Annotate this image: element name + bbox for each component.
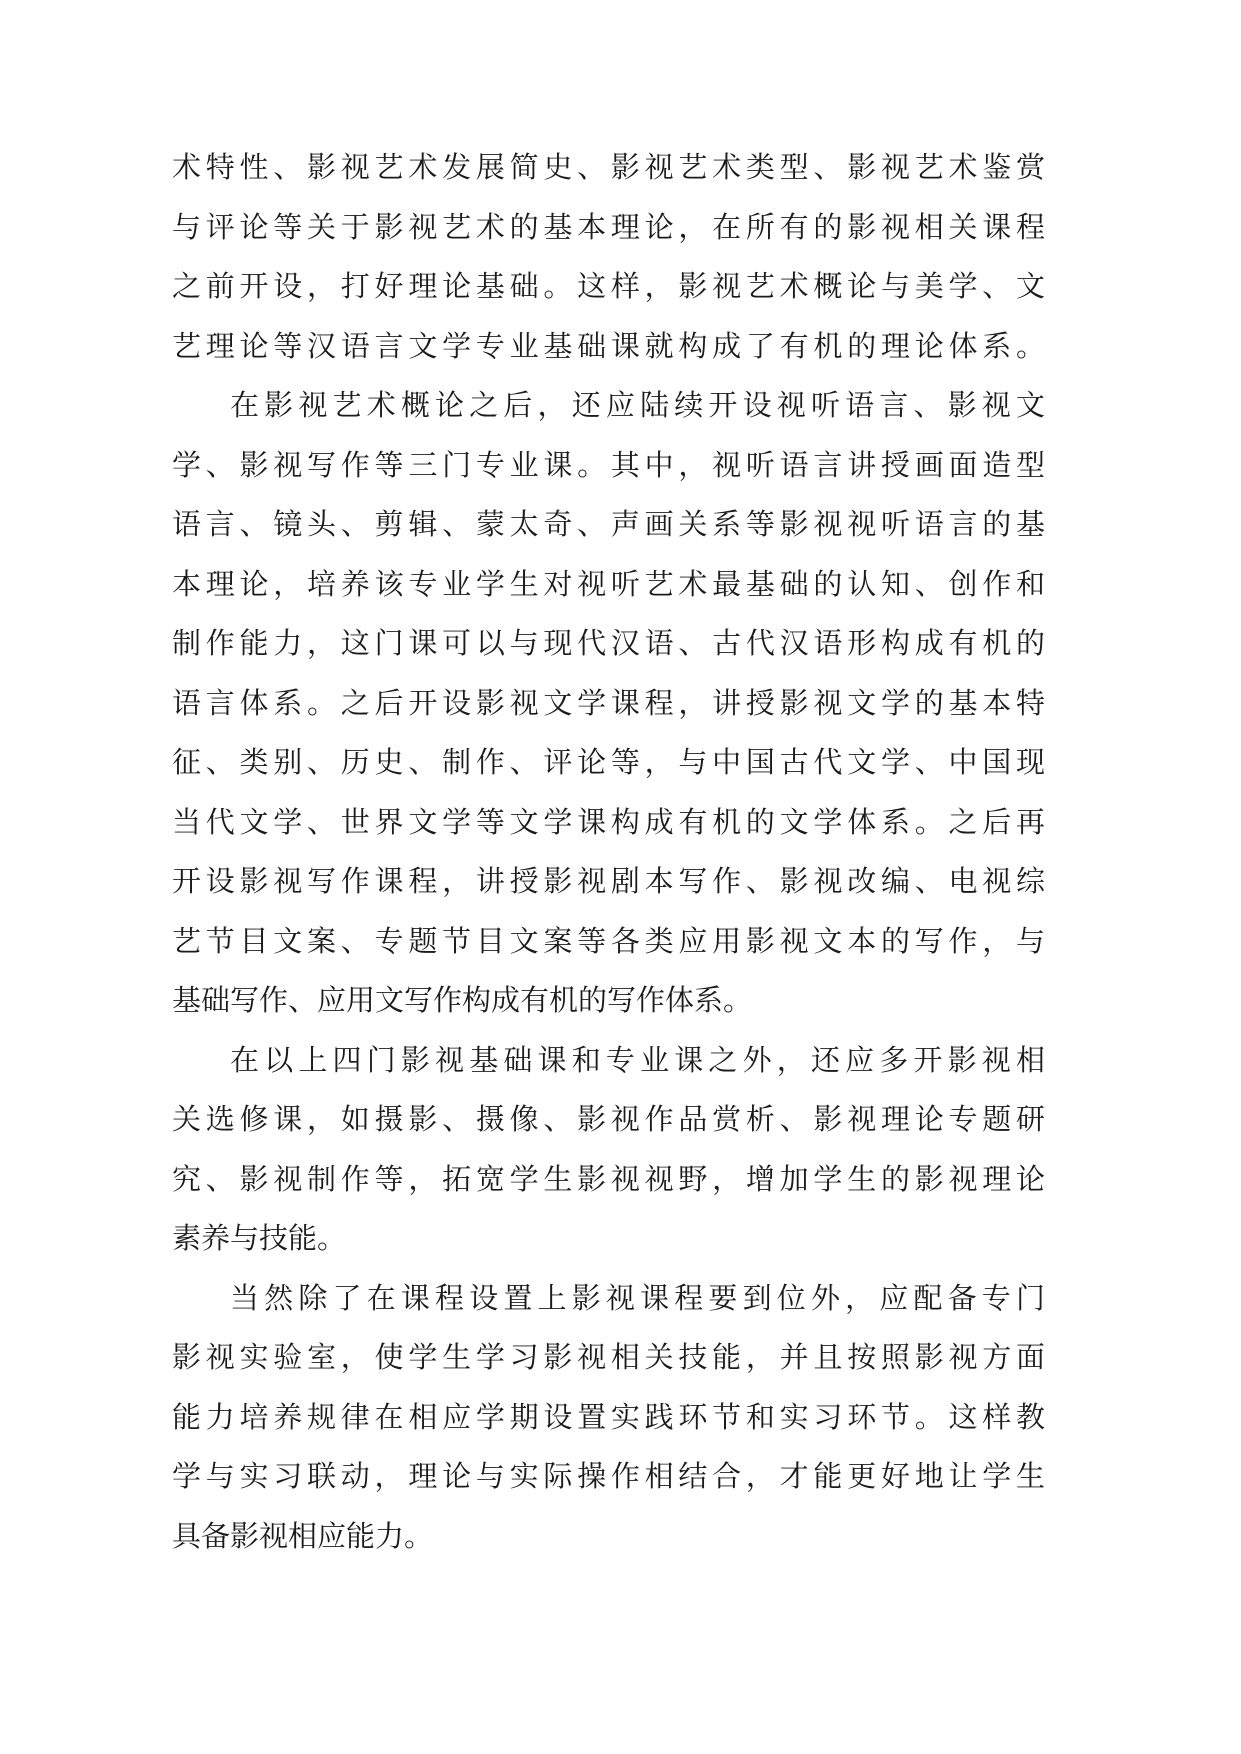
text-line: 征、类别、历史、制作、评论等，与中国古代文学、中国现 xyxy=(172,745,1045,779)
paragraph-1 xyxy=(172,138,1045,376)
paragraph-2 xyxy=(172,376,1045,1031)
text-line: 影视实验室，使学生学习影视相关技能，并且按照影视方面 xyxy=(172,1340,1045,1374)
text-line: 素养与技能。 xyxy=(172,1221,347,1255)
text-line: 语言体系。之后开设影视文学课程，讲授影视文学的基本特 xyxy=(172,685,1045,720)
text-line: 究、影视制作等，拓宽学生影视视野，增加学生的影视理论 xyxy=(172,1161,1045,1196)
text-line: 基础写作、应用文写作构成有机的写作体系。 xyxy=(172,983,753,1017)
text-line: 制作能力，这门课可以与现代汉语、古代汉语形构成有机的 xyxy=(172,626,1045,660)
text-line: 艺节目文案、专题节目文案等各类应用影视文本的写作，与 xyxy=(172,923,1045,958)
text-line: 具备影视相应能力。 xyxy=(172,1518,434,1553)
text-line: 当代文学、世界文学等文学课构成有机的文学体系。之后再 xyxy=(172,804,1045,839)
text-line: 与评论等关于影视艺术的基本理论，在所有的影视相关课程 xyxy=(172,209,1045,244)
paragraph-3 xyxy=(172,1031,1045,1269)
text-line: 能力培养规律在相应学期设置实践环节和实习环节。这样教 xyxy=(172,1399,1045,1434)
paragraph-4 xyxy=(172,1269,1045,1567)
text-line: 本理论，培养该专业学生对视听艺术最基础的认知、创作和 xyxy=(172,566,1045,601)
text-line: 之前开设，打好理论基础。这样，影视艺术概论与美学、文 xyxy=(172,269,1045,303)
text-line: 学、影视写作等三门专业课。其中，视听语言讲授画面造型 xyxy=(172,447,1045,482)
text-line: 学与实习联动，理论与实际操作相结合，才能更好地让学生 xyxy=(172,1459,1045,1493)
text-line: 在以上四门影视基础课和专业课之外，还应多开影视相 xyxy=(230,1042,1045,1077)
text-line: 语言、镜头、剪辑、蒙太奇、声画关系等影视视听语言的基 xyxy=(172,507,1045,541)
text-line: 术特性、影视艺术发展简史、影视艺术类型、影视艺术鉴赏 xyxy=(172,150,1045,184)
text-line: 关选修课，如摄影、摄像、影视作品赏析、影视理论专题研 xyxy=(172,1102,1045,1136)
text-line: 当然除了在课程设置上影视课程要到位外，应配备专门 xyxy=(230,1280,1045,1315)
text-line: 艺理论等汉语言文学专业基础课就构成了有机的理论体系。 xyxy=(172,328,1045,363)
body-text xyxy=(172,138,1045,1566)
text-line: 开设影视写作课程，讲授影视剧本写作、影视改编、电视综 xyxy=(172,864,1045,898)
text-line: 在影视艺术概论之后，还应陆续开设视听语言、影视文 xyxy=(230,388,1045,422)
